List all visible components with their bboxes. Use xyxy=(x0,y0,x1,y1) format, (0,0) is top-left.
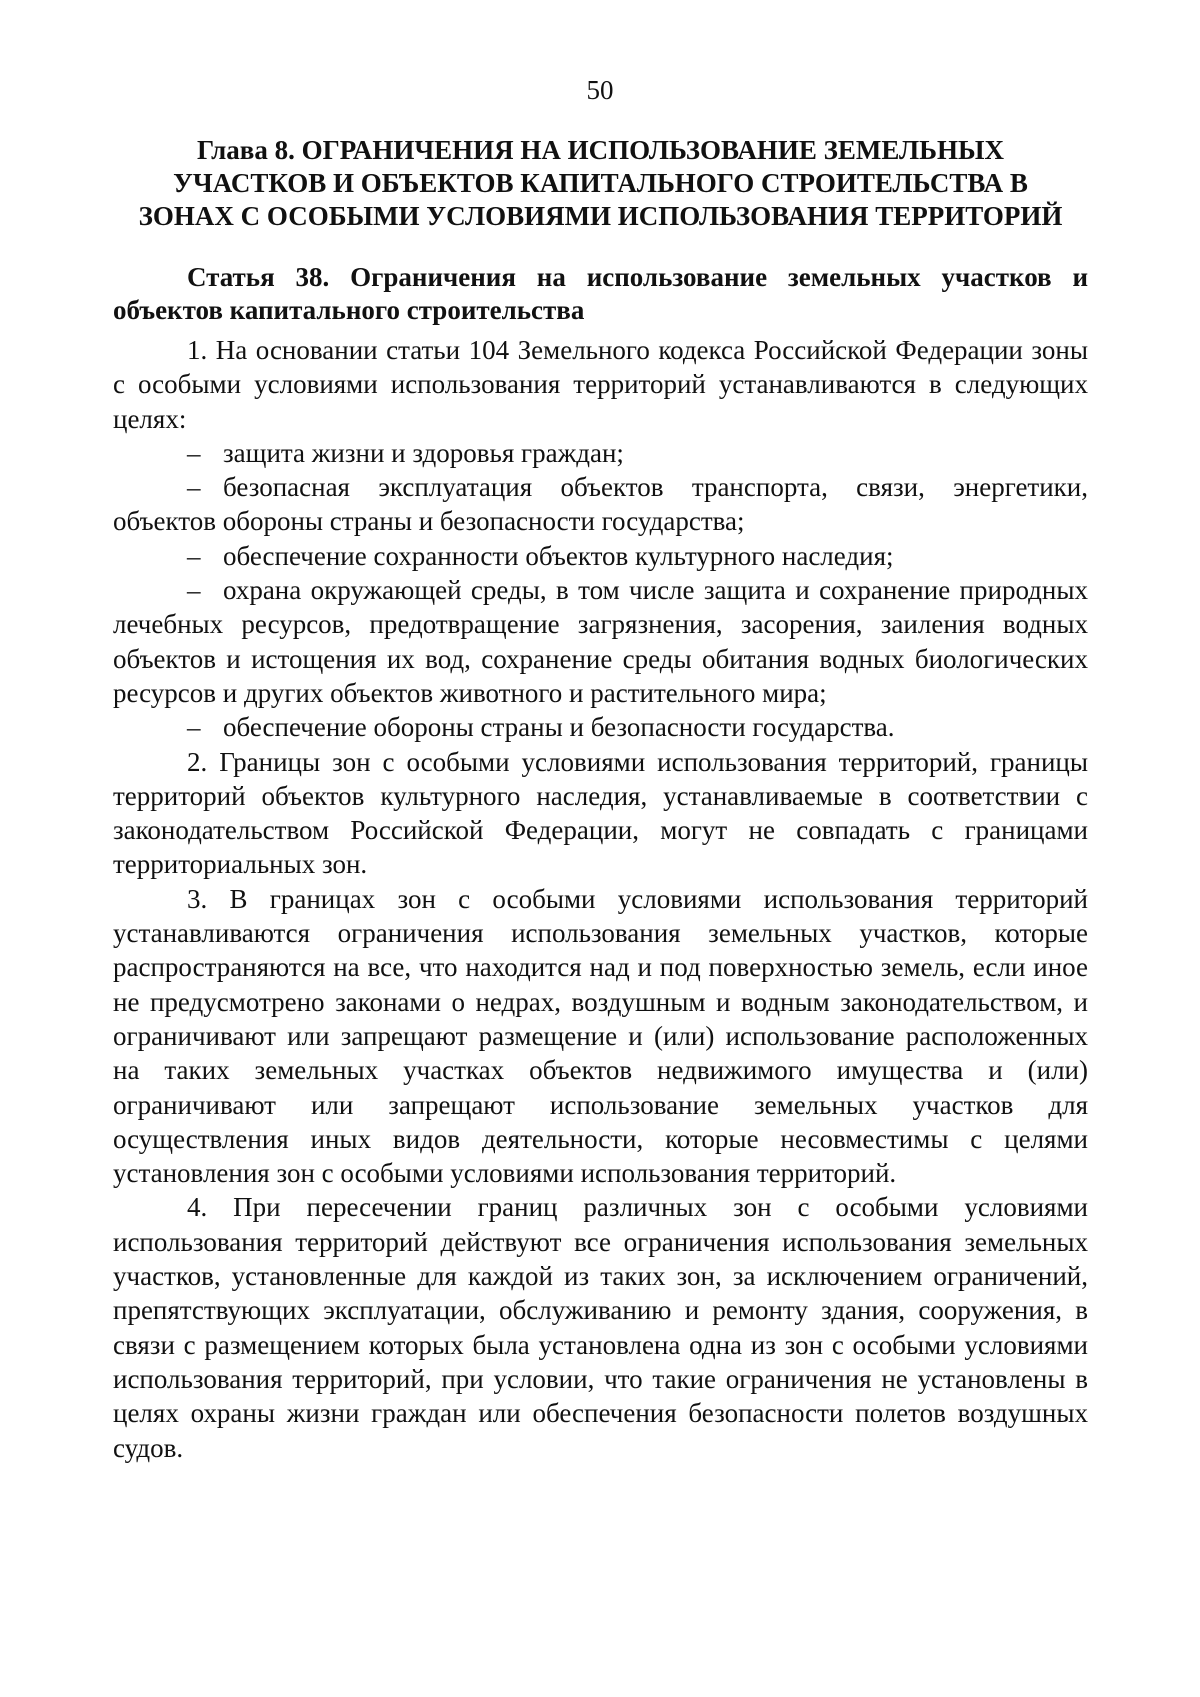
dash-marker: – xyxy=(187,712,201,743)
paragraph-3: 3. В границах зон с особыми условиями использования территорий устанавливаются ограничения использования земельных участков, которые распространяются на все, что находится над и под поверхностью земель, если иное не предусмотрено законами о недрах, воздушным и водным законодательством, и ограничивают или запрещают размещение и (или) использование расположенных на таких земельных участках объектов недвижимого имущества и (или) ограничивают или запрещают использование земельных участков для осуществления иных видов деятельности, которые несовместимы с целями установления зон с особыми условиями использования территорий. xyxy=(113,883,1088,1189)
list-item-text: безопасная эксплуатация объектов транспорта, связи, энергетики, объектов обороны страны и безопасности государства; xyxy=(113,472,1088,537)
list-item xyxy=(113,470,1088,539)
list-item-text: обеспечение сохранности объектов культурного наследия; xyxy=(223,540,894,571)
chapter-title xyxy=(113,134,1088,233)
list-item xyxy=(113,436,1088,470)
paragraph-1: 1. На основании статьи 104 Земельного кодекса Российской Федерации зоны с особыми условиями использования территорий устанавливаются в следующих целях: xyxy=(113,335,1088,434)
list-item-text: защита жизни и здоровья граждан; xyxy=(223,437,624,468)
list-item xyxy=(113,710,1088,744)
list-item xyxy=(113,539,1088,573)
page-number: 50 xyxy=(586,75,614,105)
chapter-title-line: Глава 8. ОГРАНИЧЕНИЯ НА ИСПОЛЬЗОВАНИЕ ЗЕМЕЛЬНЫХ xyxy=(197,135,1004,165)
dash-marker: – xyxy=(187,437,201,468)
dash-marker: – xyxy=(187,540,201,571)
list-item-text: обеспечение обороны страны и безопасности государства. xyxy=(223,712,895,743)
paragraph-4: 4. При пересечении границ различных зон с особыми условиями использования территорий действуют все ограничения использования земельных участков, установленные для каждой из таких зон, за исключением ограничений, препятствующих эксплуатации, обслуживанию и ремонту здания, сооружения, в связи с размещением которых была установлена одна из зон с особыми условиями использования территорий, при условии, что такие ограничения не установлены в целях охраны жизни граждан или обеспечения безопасности полетов воздушных судов. xyxy=(113,1192,1088,1463)
chapter-title-line: УЧАСТКОВ И ОБЪЕКТОВ КАПИТАЛЬНОГО СТРОИТЕЛЬСТВА В xyxy=(173,168,1028,198)
dash-marker: – xyxy=(187,472,201,503)
dash-marker: – xyxy=(187,575,201,606)
document-body xyxy=(113,134,1088,1465)
article-title: Статья 38. Ограничения на использование земельных участков и объектов капитального строительства xyxy=(113,262,1088,325)
list-item-text: охрана окружающей среды, в том числе защита и сохранение природных лечебных ресурсов, предотвращение загрязнения, засорения, заиления водных объектов и истощения их вод, сохранение среды обитания водных биологических ресурсов и других объектов животного и растительного мира; xyxy=(113,575,1088,708)
paragraph-2: 2. Границы зон с особыми условиями использования территорий, границы территорий объектов культурного наследия, устанавливаемые в соответствии с законодательством Российской Федерации, могут не совпадать с границами территориальных зон. xyxy=(113,746,1088,880)
chapter-title-line: ЗОНАХ С ОСОБЫМИ УСЛОВИЯМИ ИСПОЛЬЗОВАНИЯ ТЕРРИТОРИЙ xyxy=(138,201,1063,231)
list-item xyxy=(113,573,1088,710)
